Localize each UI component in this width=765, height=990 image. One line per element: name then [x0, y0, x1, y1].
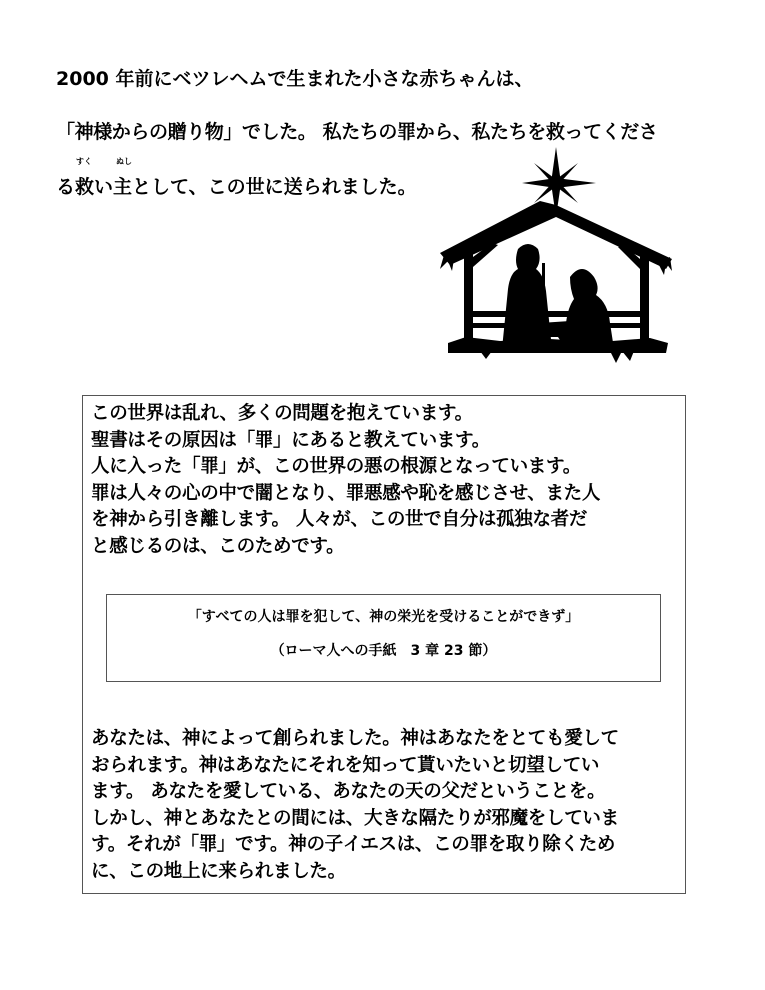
text-line: と感じるのは、このためです。	[91, 535, 345, 557]
ruby-nushi: ぬし	[116, 157, 132, 166]
text-line: しかし、神とあなたとの間には、大きな隔たりが邪魔をしていま	[91, 807, 619, 829]
intro-line-3: る救い主として、この世に送られました。	[56, 176, 417, 198]
text-line: す。それが「罪」です。神の子イエスは、この罪を取り除くため	[91, 834, 616, 855]
scripture-reference: （ローマ人への手紙 3 章 23 節）	[270, 643, 497, 659]
text-line: を神から引き離します。 人々が、この世で自分は孤独な者だ	[91, 509, 588, 530]
ruby-sukui: すく	[76, 157, 92, 166]
nativity-silhouette-image	[440, 145, 672, 367]
text-line: あなたは、神によって創られました。神はあなたをとても愛して	[91, 728, 619, 749]
scripture-quote-box	[106, 594, 661, 682]
text-line: 罪は人々の心の中で闇となり、罪悪感や恥を感じさせ、また人	[91, 482, 601, 504]
intro-line-1: 2000 年前にベツレヘムで生まれた小さな赤ちゃんは、	[56, 68, 534, 90]
paragraph-god-loves-you	[91, 726, 681, 885]
paragraph-sin-world	[91, 401, 681, 560]
text-line: この世界は乱れ、多くの問題を抱えています。	[91, 403, 473, 424]
scripture-quote: 「すべての人は罪を犯して、神の栄光を受けることができず」	[187, 609, 580, 625]
text-line: に、この地上に来られました。	[91, 860, 346, 882]
main-text-box	[82, 395, 686, 894]
text-line: 人に入った「罪」が、この世界の悪の根源となっています。	[91, 456, 581, 477]
text-line: 聖書はその原因は「罪」にあると教えています。	[91, 429, 490, 451]
text-line: ます。 あなたを愛している、あなたの天の父だということを。	[91, 781, 606, 802]
intro-line-2: 「神様からの贈り物」でした。 私たちの罪から、私たちを救ってくださ	[56, 121, 658, 143]
text-line: おられます。神はあなたにそれを知って貰いたいと切望してい	[91, 754, 600, 776]
